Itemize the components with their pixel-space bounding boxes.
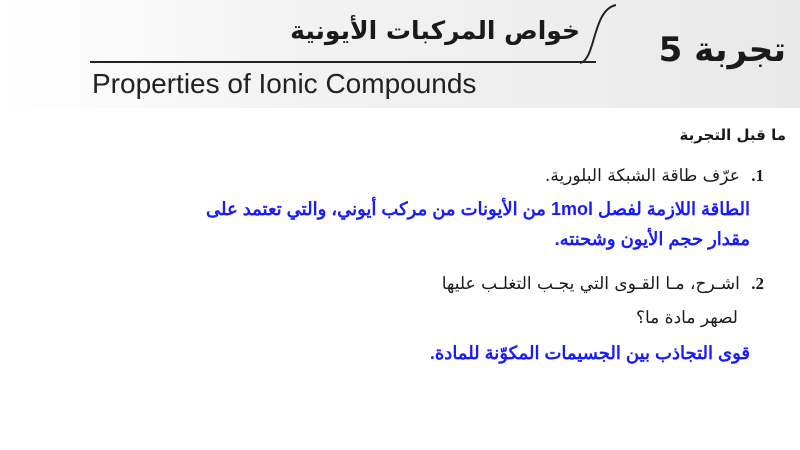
- question-2-text-line-1: اشـرح، مـا القـوى التي يجـب التغلـب عليها: [441, 274, 740, 294]
- pre-lab-section: [26, 126, 786, 368]
- title-underline: [90, 61, 596, 63]
- answer-2-line-1: قوى التجاذب بين الجسيمات المكوّنة للمادة.: [429, 343, 750, 363]
- experiment-title-english: Properties of Ionic Compounds: [92, 68, 477, 99]
- question-2-text-line-2: لصهر مادة ما؟: [635, 308, 738, 328]
- answer-1: [26, 194, 750, 254]
- question-1-number: 1.: [751, 166, 764, 185]
- experiment-title-arabic: خواص المركبات الأيونية: [290, 16, 580, 45]
- answer-1-line-1: الطاقة اللازمة لفصل 1mol من الأيونات من مركب أيوني، والتي تعتمد على: [205, 199, 750, 219]
- answer-2: [26, 338, 750, 368]
- question-2-number: 2.: [751, 274, 764, 293]
- section-heading: ما قبل التجربة: [679, 126, 786, 144]
- experiment-number-label: تجربة 5: [658, 30, 786, 70]
- question-2: [26, 270, 764, 298]
- answer-1-line-2: مقدار حجم الأيون وشحنته.: [554, 229, 750, 249]
- question-1: [26, 162, 764, 190]
- question-1-text: عرّف طاقة الشبكة البلورية.: [544, 166, 740, 186]
- title-tab-curve: [578, 2, 618, 64]
